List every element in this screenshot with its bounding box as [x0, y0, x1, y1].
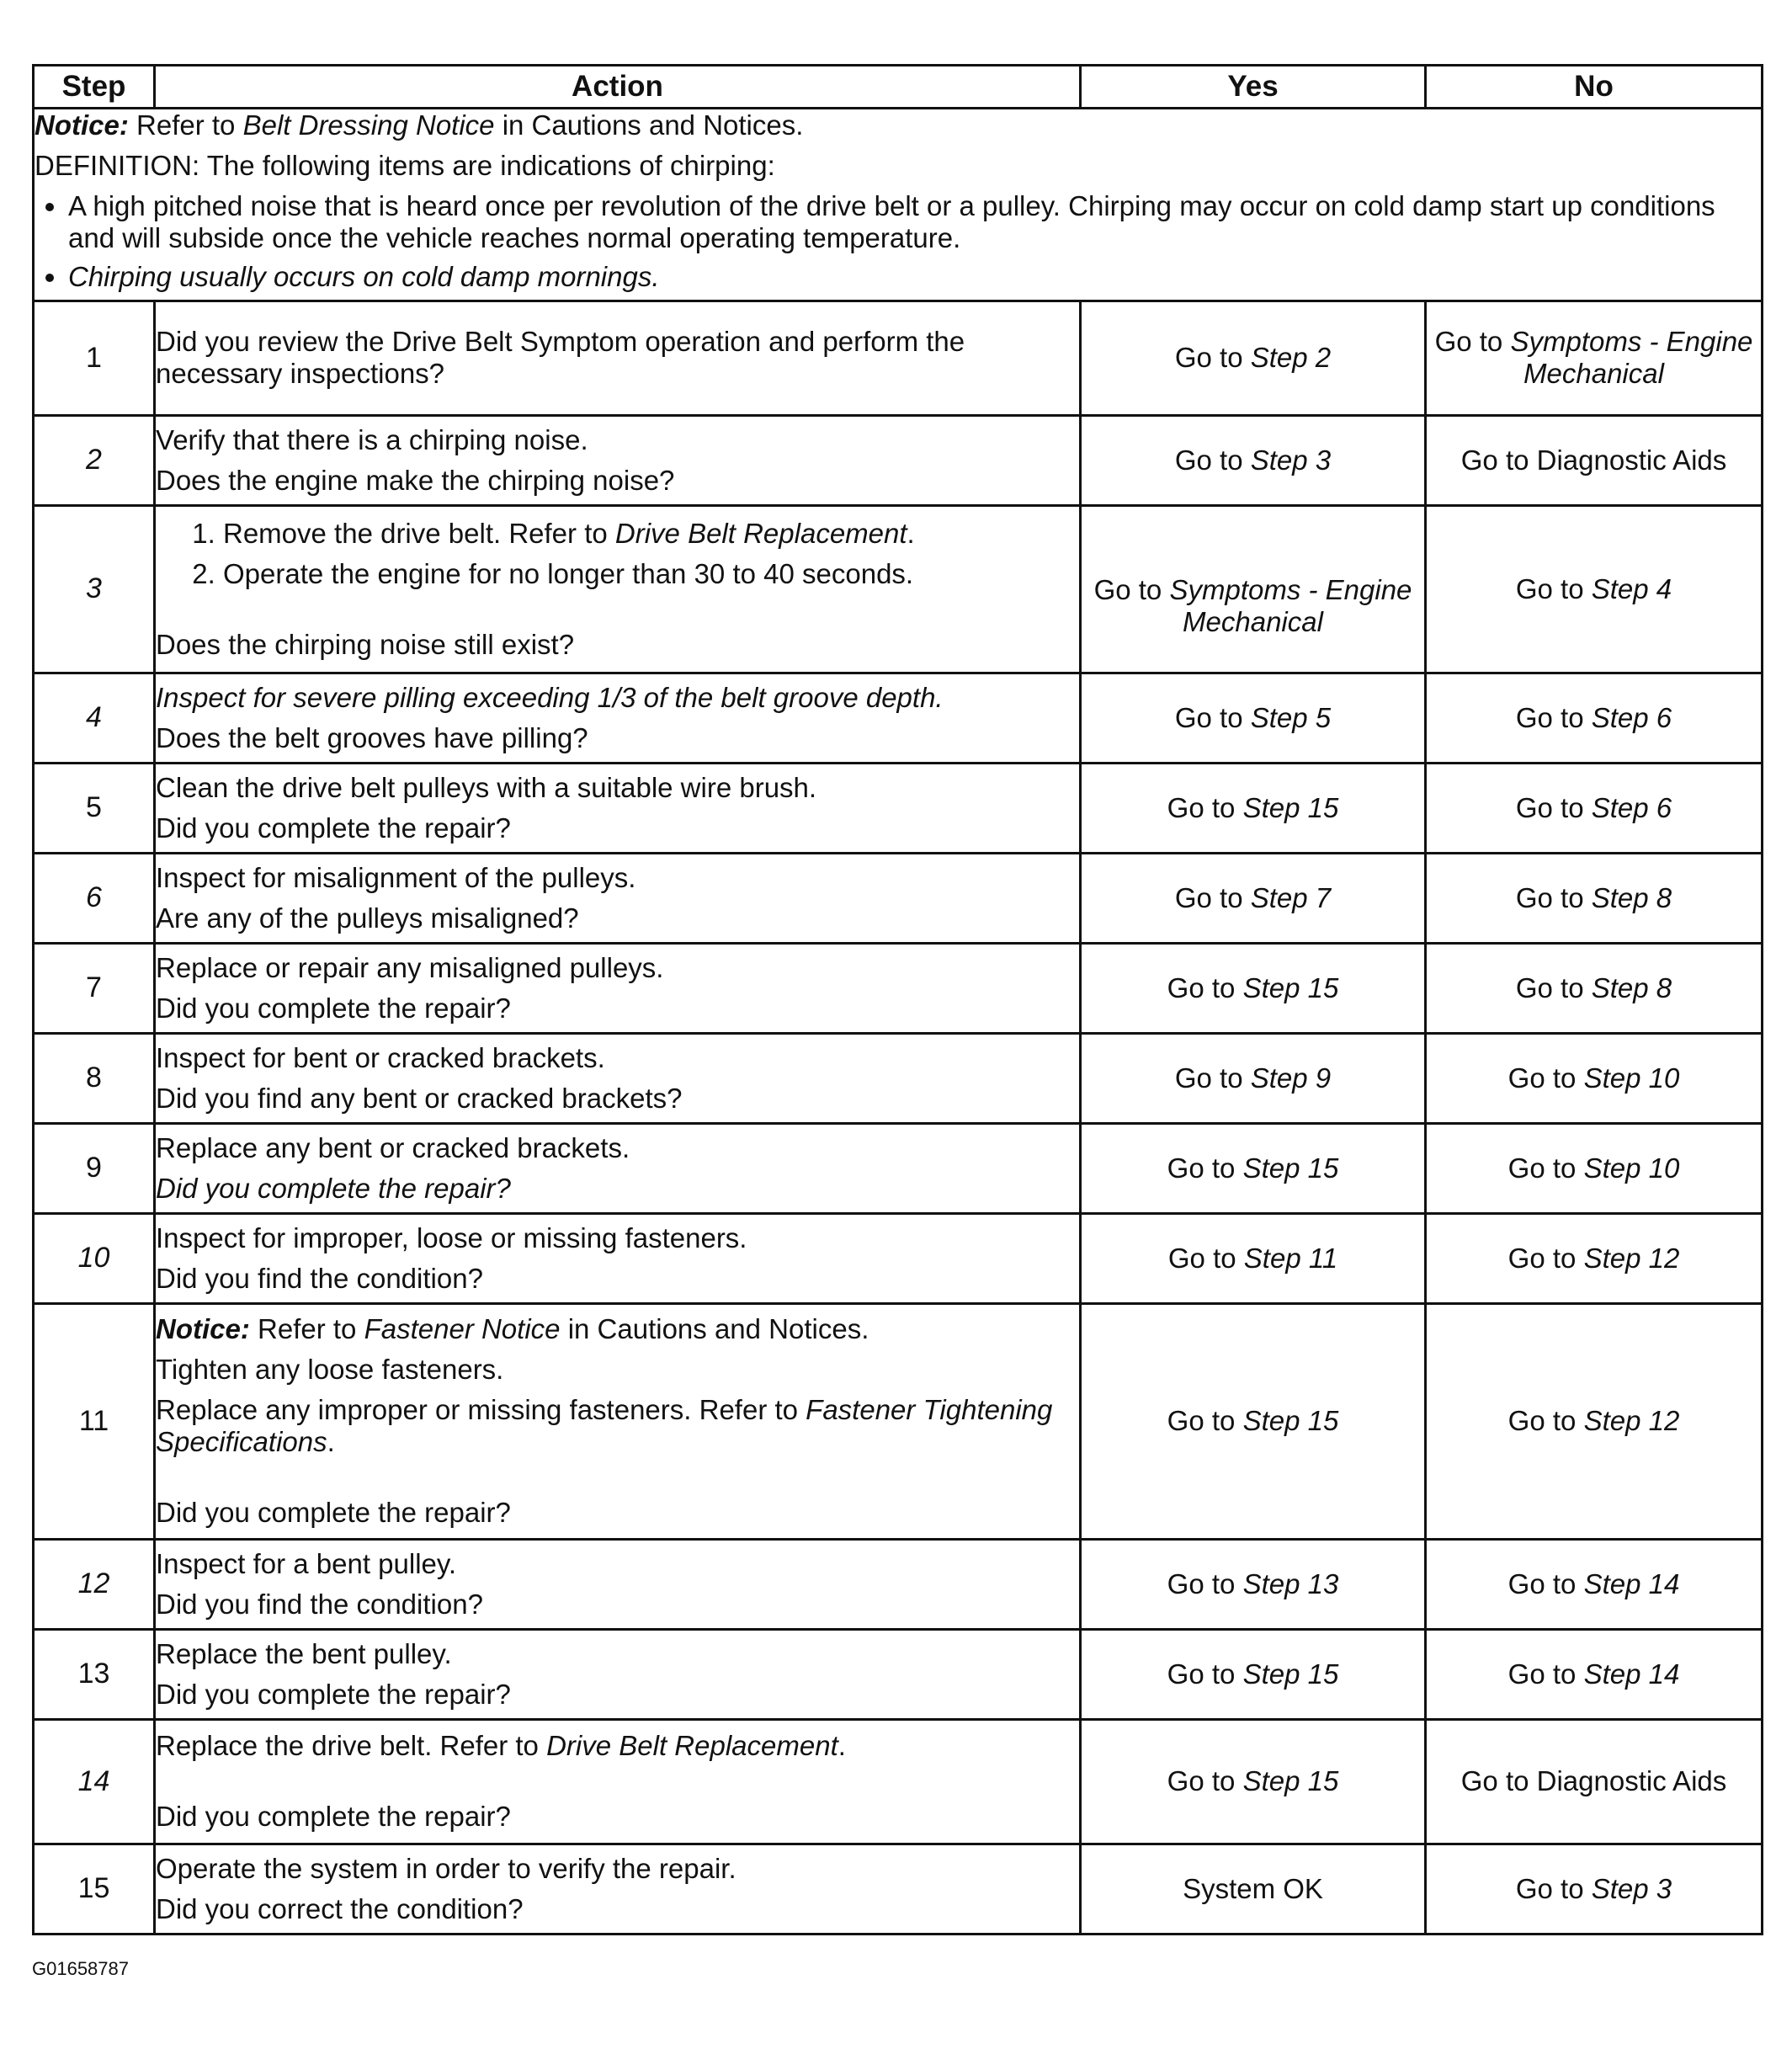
no-ref-link[interactable]: Step 6: [1591, 791, 1672, 823]
no-cell: Go to Step 12: [1426, 1303, 1763, 1539]
table-row: [34, 853, 1763, 943]
yes-cell: Go to Step 11: [1081, 1213, 1426, 1303]
notice-pre: Refer to: [136, 109, 236, 141]
step-number: 11: [34, 1303, 155, 1539]
step-number: 14: [34, 1719, 155, 1844]
table-row: [34, 673, 1763, 763]
step-number: 2: [34, 415, 155, 505]
yes-ref-link[interactable]: Step 9: [1250, 1062, 1332, 1094]
yes-ref-link[interactable]: Step 15: [1242, 1152, 1339, 1184]
no-ref-link[interactable]: Step 10: [1583, 1152, 1680, 1184]
action-cell: Inspect for improper, loose or missing fasteners. Did you find the condition?: [155, 1213, 1081, 1303]
table-row: [34, 763, 1763, 853]
table-row: [34, 415, 1763, 505]
intro-definition: DEFINITION: The following items are indications of chirping:: [35, 149, 775, 181]
action-cell: Notice: Refer to Fastener Notice in Cautions and Notices. Tighten any loose fasteners. Replace any improper or missing fasteners. Refer to Fastener Tightening Specifications. Did you complete the repair?: [155, 1303, 1081, 1539]
diagnostic-table: [32, 64, 1763, 1935]
no-cell: Go to Symptoms - Engine Mechanical: [1426, 301, 1763, 415]
yes-ref-link[interactable]: Step 15: [1242, 1765, 1339, 1797]
no-ref-link[interactable]: Step 12: [1583, 1242, 1680, 1274]
yes-ref-link[interactable]: Step 13: [1242, 1567, 1339, 1599]
yes-cell: Go to Step 5: [1081, 673, 1426, 763]
no-ref-link[interactable]: Step 3: [1591, 1872, 1672, 1904]
yes-cell: Go to Symptoms - Engine Mechanical: [1081, 505, 1426, 673]
action-cell: 1. Remove the drive belt. Refer to Drive Belt Replacement. 2. Operate the engine for no longer than 30 to 40 seconds. Does the chirping noise still exist?: [155, 505, 1081, 673]
action-cell: Inspect for a bent pulley. Did you find the condition?: [155, 1539, 1081, 1629]
notice-post: in Cautions and Notices.: [502, 109, 804, 141]
action-cell: [155, 301, 1081, 415]
yes-cell: Go to Step 15: [1081, 1719, 1426, 1844]
table-row: [34, 301, 1763, 415]
no-cell: Go to Step 6: [1426, 763, 1763, 853]
no-cell: Go to Step 10: [1426, 1123, 1763, 1213]
yes-ref-link[interactable]: Symptoms - Engine Mechanical: [1169, 573, 1412, 637]
definition-item: • A high pitched noise that is heard once per revolution of the drive belt or a pulley. Chirping may occur on cold damp start up conditions and will subside once the vehicle reaches normal operating temperature.: [68, 190, 1761, 254]
intro-row: [34, 109, 1763, 301]
step-number: 3: [34, 505, 155, 673]
step-number: 7: [34, 943, 155, 1033]
yes-cell: Go to Step 15: [1081, 1303, 1426, 1539]
no-ref-link[interactable]: Step 4: [1591, 572, 1672, 604]
action-cell: Replace or repair any misaligned pulleys. Did you complete the repair?: [155, 943, 1081, 1033]
step-number: 10: [34, 1213, 155, 1303]
step-number: 4: [34, 673, 155, 763]
no-ref-link[interactable]: Step 14: [1583, 1567, 1680, 1599]
action-cell: Operate the system in order to verify the repair. Did you correct the condition?: [155, 1844, 1081, 1934]
yes-ref-link[interactable]: Step 15: [1242, 971, 1339, 1003]
no-cell: [1426, 415, 1763, 505]
header-yes: Yes: [1081, 66, 1426, 109]
no-ref-link[interactable]: Step 10: [1583, 1062, 1680, 1094]
no-ref-link[interactable]: Symptoms - Engine Mechanical: [1510, 326, 1753, 390]
table-row: [34, 943, 1763, 1033]
intro-cell: [34, 109, 1763, 301]
action-cell: Replace the drive belt. Refer to Drive Belt Replacement. Did you complete the repair?: [155, 1719, 1081, 1844]
yes-ref-link[interactable]: Step 15: [1242, 1405, 1339, 1437]
no-cell: [1426, 1719, 1763, 1844]
yes-ref-link[interactable]: Step 2: [1250, 342, 1332, 374]
yes-ref-link[interactable]: Step 11: [1243, 1242, 1338, 1274]
diagnostic-table-container: [32, 64, 1761, 1935]
yes-cell: Go to Step 15: [1081, 1629, 1426, 1719]
table-row: [34, 1539, 1763, 1629]
intro-notice: [35, 109, 1761, 141]
step-number: 15: [34, 1844, 155, 1934]
header-no: No: [1426, 66, 1763, 109]
no-cell: Go to Step 8: [1426, 853, 1763, 943]
table-row: [34, 1629, 1763, 1719]
no-cell: Go to Step 3: [1426, 1844, 1763, 1934]
no-ref-link[interactable]: Step 6: [1591, 701, 1672, 733]
table-row: [34, 1123, 1763, 1213]
yes-ref-link[interactable]: Step 15: [1242, 1658, 1339, 1690]
sub-steps: 1. Remove the drive belt. Refer to Drive Belt Replacement. 2. Operate the engine for no longer than 30 to 40 seconds.: [156, 518, 1079, 590]
action-cell: Replace any bent or cracked brackets. Did you complete the repair?: [155, 1123, 1081, 1213]
action-cell: Verify that there is a chirping noise. Does the engine make the chirping noise?: [155, 415, 1081, 505]
table-row: [34, 1844, 1763, 1934]
yes-cell: Go to Step 15: [1081, 1123, 1426, 1213]
no-ref-link[interactable]: Step 8: [1591, 881, 1672, 913]
yes-ref-link[interactable]: Step 15: [1242, 791, 1339, 823]
yes-cell: Go to Step 13: [1081, 1539, 1426, 1629]
table-row: [34, 1213, 1763, 1303]
yes-cell: [1081, 1844, 1426, 1934]
step-number: 1: [34, 301, 155, 415]
step-notice: Notice: Refer to Fastener Notice in Cautions and Notices.: [156, 1313, 869, 1345]
step-number: 9: [34, 1123, 155, 1213]
table-row: [34, 1033, 1763, 1123]
yes-cell: Go to Step 15: [1081, 943, 1426, 1033]
no-cell: Go to Step 6: [1426, 673, 1763, 763]
action-cell: Inspect for bent or cracked brackets. Did you find any bent or cracked brackets?: [155, 1033, 1081, 1123]
step-number: 8: [34, 1033, 155, 1123]
step-number: 6: [34, 853, 155, 943]
table-row: [34, 1719, 1763, 1844]
notice-ref: Belt Dressing Notice: [242, 109, 495, 141]
step-number: 12: [34, 1539, 155, 1629]
action-cell: Inspect for severe pilling exceeding 1/3 of the belt groove depth. Does the belt grooves have pilling?: [155, 673, 1081, 763]
yes-cell: Go to Step 3: [1081, 415, 1426, 505]
header-step: Step: [34, 66, 155, 109]
header-row: [34, 66, 1763, 109]
step-number: 13: [34, 1629, 155, 1719]
no-ref-link[interactable]: Step 14: [1583, 1658, 1680, 1690]
no-cell: Go to Step 4: [1426, 505, 1763, 673]
ref-link[interactable]: Drive Belt Replacement: [546, 1730, 838, 1762]
yes-result: System OK: [1183, 1872, 1323, 1904]
yes-cell: Go to Step 15: [1081, 763, 1426, 853]
definition-item: • Chirping usually occurs on cold damp mornings.: [68, 261, 1761, 293]
no-cell: Go to Step 12: [1426, 1213, 1763, 1303]
action-cell: Inspect for misalignment of the pulleys. Are any of the pulleys misaligned?: [155, 853, 1081, 943]
figure-id: G01658787: [32, 1958, 129, 1979]
yes-cell: Go to Step 2: [1081, 301, 1426, 415]
no-ref-link[interactable]: Step 8: [1591, 971, 1672, 1003]
no-cell: Go to Step 14: [1426, 1539, 1763, 1629]
step-number: 5: [34, 763, 155, 853]
table-row: [34, 505, 1763, 673]
yes-ref-link[interactable]: Step 7: [1250, 881, 1332, 913]
no-cell: Go to Step 10: [1426, 1033, 1763, 1123]
yes-cell: Go to Step 7: [1081, 853, 1426, 943]
ref-link[interactable]: Fastener Notice: [364, 1313, 561, 1345]
action-text: Did you review the Drive Belt Symptom operation and perform the necessary inspections?: [156, 326, 965, 390]
action-cell: Replace the bent pulley. Did you complete the repair?: [155, 1629, 1081, 1719]
yes-ref-link[interactable]: Step 3: [1250, 444, 1332, 476]
action-cell: Clean the drive belt pulleys with a suitable wire brush. Did you complete the repair?: [155, 763, 1081, 853]
ref-link[interactable]: Drive Belt Replacement: [614, 517, 907, 549]
no-ref-link[interactable]: Go to Diagnostic Aids: [1460, 1765, 1727, 1797]
no-cell: Go to Step 14: [1426, 1629, 1763, 1719]
notice-label: Notice:: [35, 109, 129, 141]
ref-link[interactable]: Fastener Tightening Specifications: [156, 1394, 1053, 1458]
table-row: [34, 1303, 1763, 1539]
no-ref-link[interactable]: Step 12: [1583, 1405, 1680, 1437]
yes-cell: Go to Step 9: [1081, 1033, 1426, 1123]
definition-list: [35, 190, 1761, 293]
header-action: Action: [155, 66, 1081, 109]
no-ref-link[interactable]: Go to Diagnostic Aids: [1460, 444, 1727, 476]
yes-ref-link[interactable]: Step 5: [1250, 701, 1332, 733]
no-cell: Go to Step 8: [1426, 943, 1763, 1033]
